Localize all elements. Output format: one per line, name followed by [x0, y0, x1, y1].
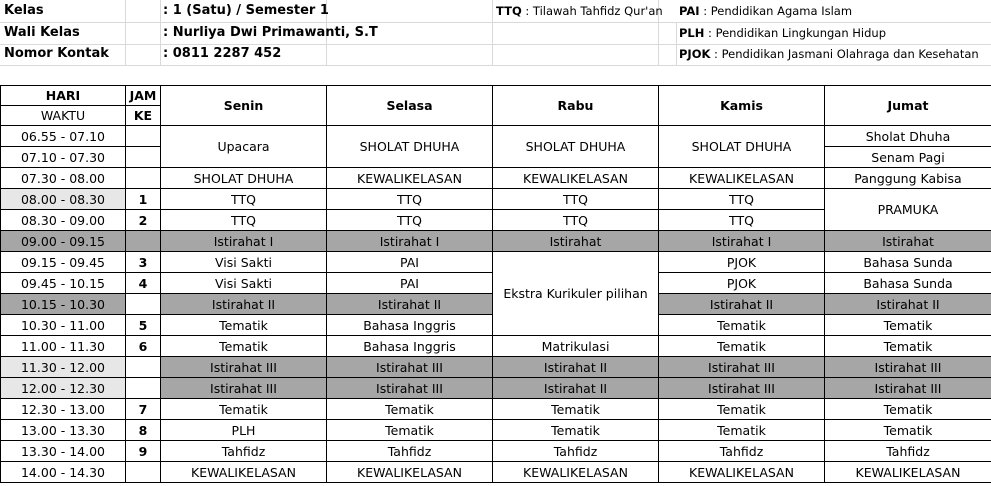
schedule-table [0, 85, 991, 483]
cell-kamis: Istirahat III [659, 378, 825, 399]
cell-rabu: Ekstra Kurikuler pilihan [493, 252, 659, 336]
cell-selasa: Istirahat II [327, 294, 493, 315]
cell-kamis: PJOK [659, 273, 825, 294]
day-header-selasa: Selasa [327, 86, 493, 126]
cell-selasa: Bahasa Inggris [327, 315, 493, 336]
cell-jumat: Tahfidz [825, 441, 991, 462]
time-cell: 08.00 - 08.30 [1, 189, 126, 210]
legend-pjok: PJOK : Pendidikan Jasmani Olahraga dan Kesehatan [679, 47, 979, 61]
cell-senin: Tematik [161, 336, 327, 357]
gridline [676, 22, 677, 66]
cell-kamis: PJOK [659, 252, 825, 273]
cell-rabu: Tahfidz [493, 441, 659, 462]
cell-kamis: TTQ [659, 210, 825, 231]
time-cell: 11.00 - 11.30 [1, 336, 126, 357]
cell-kamis: TTQ [659, 189, 825, 210]
cell-senin: Upacara [161, 126, 327, 168]
nomor-kontak-label: Nomor Kontak [4, 46, 109, 61]
kelas-value: : 1 (Satu) / Semester 1 [163, 3, 329, 18]
time-cell: 10.15 - 10.30 [1, 294, 126, 315]
cell-kamis: Istirahat III [659, 357, 825, 378]
cell-kamis: Tematik [659, 336, 825, 357]
cell-selasa: Istirahat III [327, 378, 493, 399]
gridline [0, 65, 991, 66]
jam-cell: 3 [126, 252, 161, 273]
cell-rabu: TTQ [493, 189, 659, 210]
cell-senin: TTQ [161, 210, 327, 231]
time-cell: 09.45 - 10.15 [1, 273, 126, 294]
cell-selasa: SHOLAT DHUHA [327, 126, 493, 168]
jam-cell: 8 [126, 420, 161, 441]
cell-selasa: Tematik [327, 399, 493, 420]
wali-kelas-label: Wali Kelas [4, 25, 80, 40]
cell-kamis: Istirahat I [659, 231, 825, 252]
table-row [1, 378, 991, 399]
cell-senin: TTQ [161, 189, 327, 210]
cell-selasa: PAI [327, 252, 493, 273]
ke-header: KE [126, 106, 161, 126]
kelas-label: Kelas [4, 3, 44, 18]
gridline [492, 0, 493, 66]
time-cell: 12.30 - 13.00 [1, 399, 126, 420]
cell-jumat: Istirahat [825, 231, 991, 252]
jam-cell: 1 [126, 189, 161, 210]
cell-jumat: Tematik [825, 336, 991, 357]
cell-rabu: KEWALIKELASAN [493, 168, 659, 189]
cell-selasa: KEWALIKELASAN [327, 168, 493, 189]
cell-senin: Istirahat III [161, 357, 327, 378]
table-row [1, 462, 991, 483]
jam-cell [126, 357, 161, 378]
cell-rabu: Istirahat II [493, 357, 659, 378]
cell-selasa: KEWALIKELASAN [327, 462, 493, 483]
cell-rabu: SHOLAT DHUHA [493, 126, 659, 168]
cell-selasa: PAI [327, 273, 493, 294]
cell-jumat: Panggung Kabisa [825, 168, 991, 189]
table-row [1, 189, 991, 210]
jam-cell [126, 378, 161, 399]
cell-jumat: Istirahat III [825, 378, 991, 399]
cell-rabu: Istirahat II [493, 378, 659, 399]
time-cell: 06.55 - 07.10 [1, 126, 126, 147]
cell-senin: Tematik [161, 315, 327, 336]
cell-senin: Istirahat III [161, 378, 327, 399]
cell-senin: Visi Sakti [161, 273, 327, 294]
time-cell: 07.10 - 07.30 [1, 147, 126, 168]
table-row [1, 420, 991, 441]
waktu-header: WAKTU [1, 106, 126, 126]
time-cell: 08.30 - 09.00 [1, 210, 126, 231]
jam-cell: 4 [126, 273, 161, 294]
cell-senin: Istirahat II [161, 294, 327, 315]
cell-selasa: Tematik [327, 420, 493, 441]
time-cell: 09.15 - 09.45 [1, 252, 126, 273]
time-cell: 14.00 - 14.30 [1, 462, 126, 483]
cell-rabu: Tematik [493, 399, 659, 420]
day-header-senin: Senin [161, 86, 327, 126]
cell-selasa: TTQ [327, 189, 493, 210]
table-row [1, 336, 991, 357]
legend-plh: PLH : Pendidikan Lingkungan Hidup [679, 26, 886, 40]
time-cell: 09.00 - 09.15 [1, 231, 126, 252]
gridline [125, 0, 126, 66]
time-cell: 13.30 - 14.00 [1, 441, 126, 462]
cell-jumat: Sholat Dhuha [825, 126, 991, 147]
cell-rabu: Matrikulasi [493, 336, 659, 357]
cell-kamis: Tematik [659, 399, 825, 420]
cell-jumat: Bahasa Sunda [825, 252, 991, 273]
day-header-kamis: Kamis [659, 86, 825, 126]
cell-jumat: Tematik [825, 420, 991, 441]
cell-selasa: Istirahat I [327, 231, 493, 252]
wali-kelas-value: : Nurliya Dwi Primawanti, S.T [163, 25, 378, 40]
table-row [1, 126, 991, 147]
jam-cell [126, 147, 161, 168]
time-cell: 12.00 - 12.30 [1, 378, 126, 399]
cell-senin: Tahfidz [161, 441, 327, 462]
jam-cell: 2 [126, 210, 161, 231]
table-row [1, 231, 991, 252]
cell-selasa: Istirahat III [327, 357, 493, 378]
table-row [1, 357, 991, 378]
cell-jumat: Tematik [825, 399, 991, 420]
cell-rabu: Istirahat [493, 231, 659, 252]
jam-cell: 9 [126, 441, 161, 462]
cell-selasa: Bahasa Inggris [327, 336, 493, 357]
day-header-rabu: Rabu [493, 86, 659, 126]
cell-senin: KEWALIKELASAN [161, 462, 327, 483]
cell-senin: SHOLAT DHUHA [161, 168, 327, 189]
table-row [1, 399, 991, 420]
cell-selasa: Tahfidz [327, 441, 493, 462]
day-header-jumat: Jumat [825, 86, 991, 126]
cell-jumat: PRAMUKA [825, 189, 991, 231]
cell-kamis: Tahfidz [659, 441, 825, 462]
cell-kamis: Tematik [659, 315, 825, 336]
cell-senin: Istirahat I [161, 231, 327, 252]
cell-jumat: Tematik [825, 315, 991, 336]
hari-header: HARI [1, 86, 126, 106]
time-cell: 07.30 - 08.00 [1, 168, 126, 189]
time-cell: 10.30 - 11.00 [1, 315, 126, 336]
class-info-block [0, 0, 991, 66]
cell-jumat: Senam Pagi [825, 147, 991, 168]
jam-cell [126, 231, 161, 252]
cell-kamis: Tematik [659, 420, 825, 441]
cell-rabu: Tematik [493, 420, 659, 441]
cell-jumat: KEWALIKELASAN [825, 462, 991, 483]
jam-cell: 6 [126, 336, 161, 357]
cell-senin: Tematik [161, 399, 327, 420]
cell-jumat: Istirahat III [825, 357, 991, 378]
cell-senin: PLH [161, 420, 327, 441]
jam-cell [126, 294, 161, 315]
table-row [1, 252, 991, 273]
cell-kamis: KEWALIKELASAN [659, 462, 825, 483]
cell-jumat: Istirahat II [825, 294, 991, 315]
legend-ttq: TTQ : Tilawah Tahfidz Qur'an [496, 4, 663, 18]
nomor-kontak-value: : 0811 2287 452 [163, 46, 282, 61]
jam-cell: 5 [126, 315, 161, 336]
gridline [160, 0, 161, 66]
jam-cell: 7 [126, 399, 161, 420]
cell-kamis: SHOLAT DHUHA [659, 126, 825, 168]
legend-pai: PAI : Pendidikan Agama Islam [679, 4, 853, 18]
table-row [1, 168, 991, 189]
cell-jumat: Bahasa Sunda [825, 273, 991, 294]
cell-kamis: KEWALIKELASAN [659, 168, 825, 189]
table-row [1, 441, 991, 462]
cell-kamis: Istirahat II [659, 294, 825, 315]
cell-senin: Visi Sakti [161, 252, 327, 273]
time-cell: 13.00 - 13.30 [1, 420, 126, 441]
cell-selasa: TTQ [327, 210, 493, 231]
time-cell: 11.30 - 12.00 [1, 357, 126, 378]
cell-rabu: TTQ [493, 210, 659, 231]
jam-cell [126, 126, 161, 147]
jam-cell [126, 462, 161, 483]
jam-cell [126, 168, 161, 189]
cell-rabu: KEWALIKELASAN [493, 462, 659, 483]
jam-header: JAM [126, 86, 161, 106]
